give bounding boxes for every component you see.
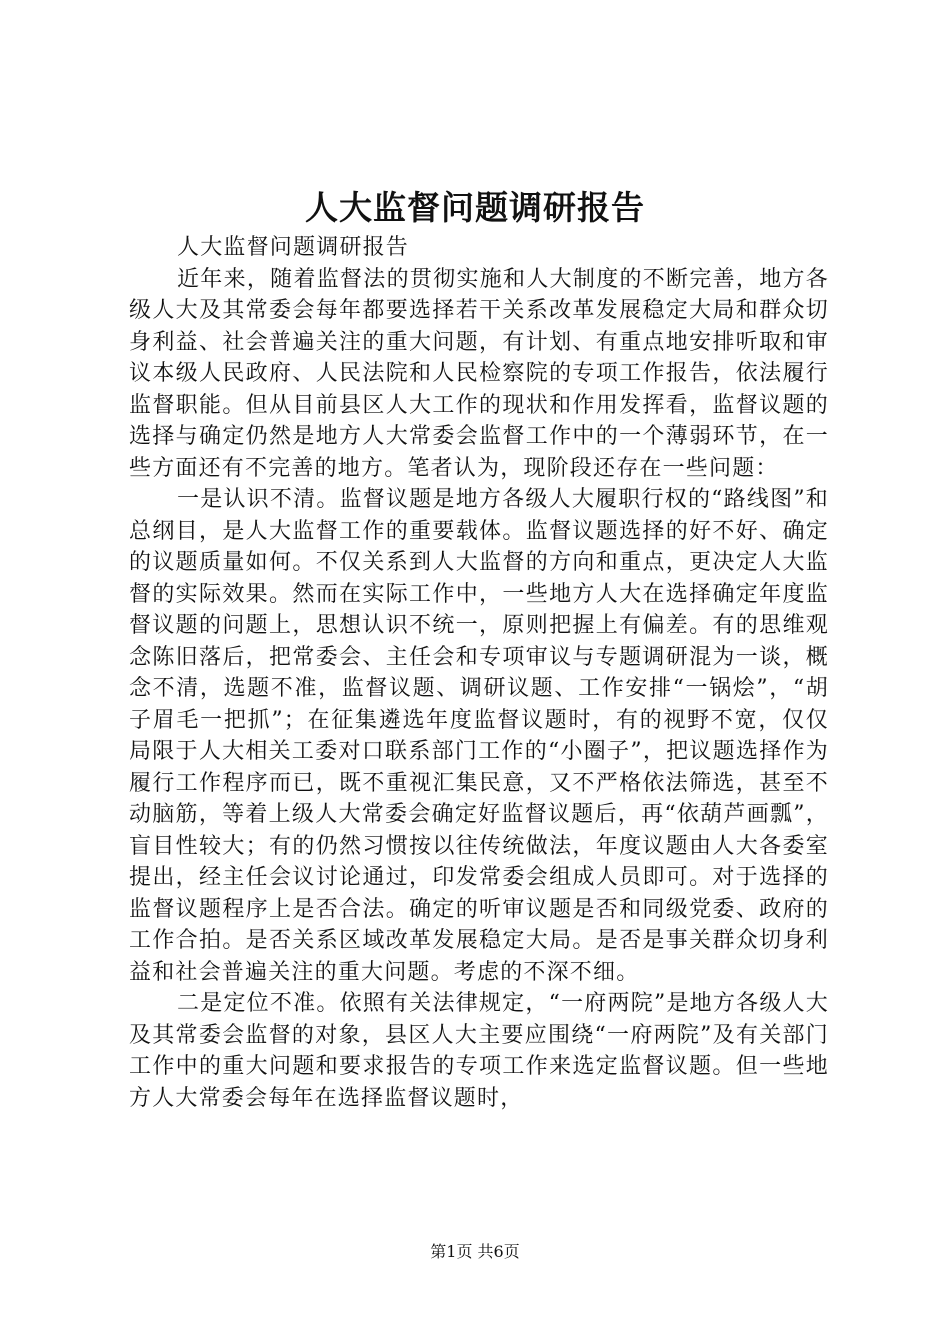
page-footer: 第1页 共6页	[430, 1242, 520, 1261]
paragraph-point-one: 一是认识不清。监督议题是地方各级人大履职行权的“路线图”和总纲目，是人大监督工作的重要载体。监督议题选择的好不好、确定的议题质量如何。不仅关系到人大监督的方向和重点，更决定人大监督的实际效果。然而在实际工作中，一些地方人大在选择确定年度监督议题的问题上，思想认识不统一，原则把握上有偏差。有的思维观念陈旧落后，把常委会、主任会和专项审议与专题调研混为一谈，概念不清，选题不准，监督议题、调研议题、工作安排“一锅烩”，“胡子眉毛一把抓”；在征集遴选年度监督议题时，有的视野不宽，仅仅局限于人大相关工委对口联系部门工作的“小圈子”，把议题选择作为履行工作程序而已，既不重视汇集民意，又不严格依法筛选，甚至不动脑筋，等着上级人大常委会确定好监督议题后，再“依葫芦画瓢”，盲目性较大；有的仍然习惯按以往传统做法，年度议题由人大各委室提出，经主任会议讨论通过，印发常委会组成人员即可。对于选择的监督议题程序上是否合法。确定的听审议题是否和同级党委、政府的工作合拍。是否关系区域改革发展稳定大局。是否是事关群众切身利益和社会普遍关注的重大问题。考虑的不深不细。	[129, 487, 829, 985]
document-title: 人大监督问题调研报告	[305, 188, 645, 227]
paragraph-intro: 近年来，随着监督法的贯彻实施和人大制度的不断完善，地方各级人大及其常委会每年都要选择若干关系改革发展稳定大局和群众切身利益、社会普遍关注的重大问题，有计划、有重点地安排听取和审议本级人民政府、人民法院和人民检察院的专项工作报告，依法履行监督职能。但从目前县区人大工作的现状和作用发挥看，监督议题的选择与确定仍然是地方人大常委会监督工作中的一个薄弱环节，在一些方面还有不完善的地方。笔者认为，现阶段还存在一些问题：	[129, 266, 829, 481]
paragraph-point-two: 二是定位不准。依照有关法律规定，“一府两院”是地方各级人大及其常委会监督的对象，县区人大主要应围绕“一府两院”及有关部门工作中的重大问题和要求报告的专项工作来选定监督议题。但一些地方人大常委会每年在选择监督议题时，	[129, 991, 829, 1111]
document-body	[129, 232, 829, 1114]
paragraph-subtitle: 人大监督问题调研报告	[177, 235, 410, 260]
